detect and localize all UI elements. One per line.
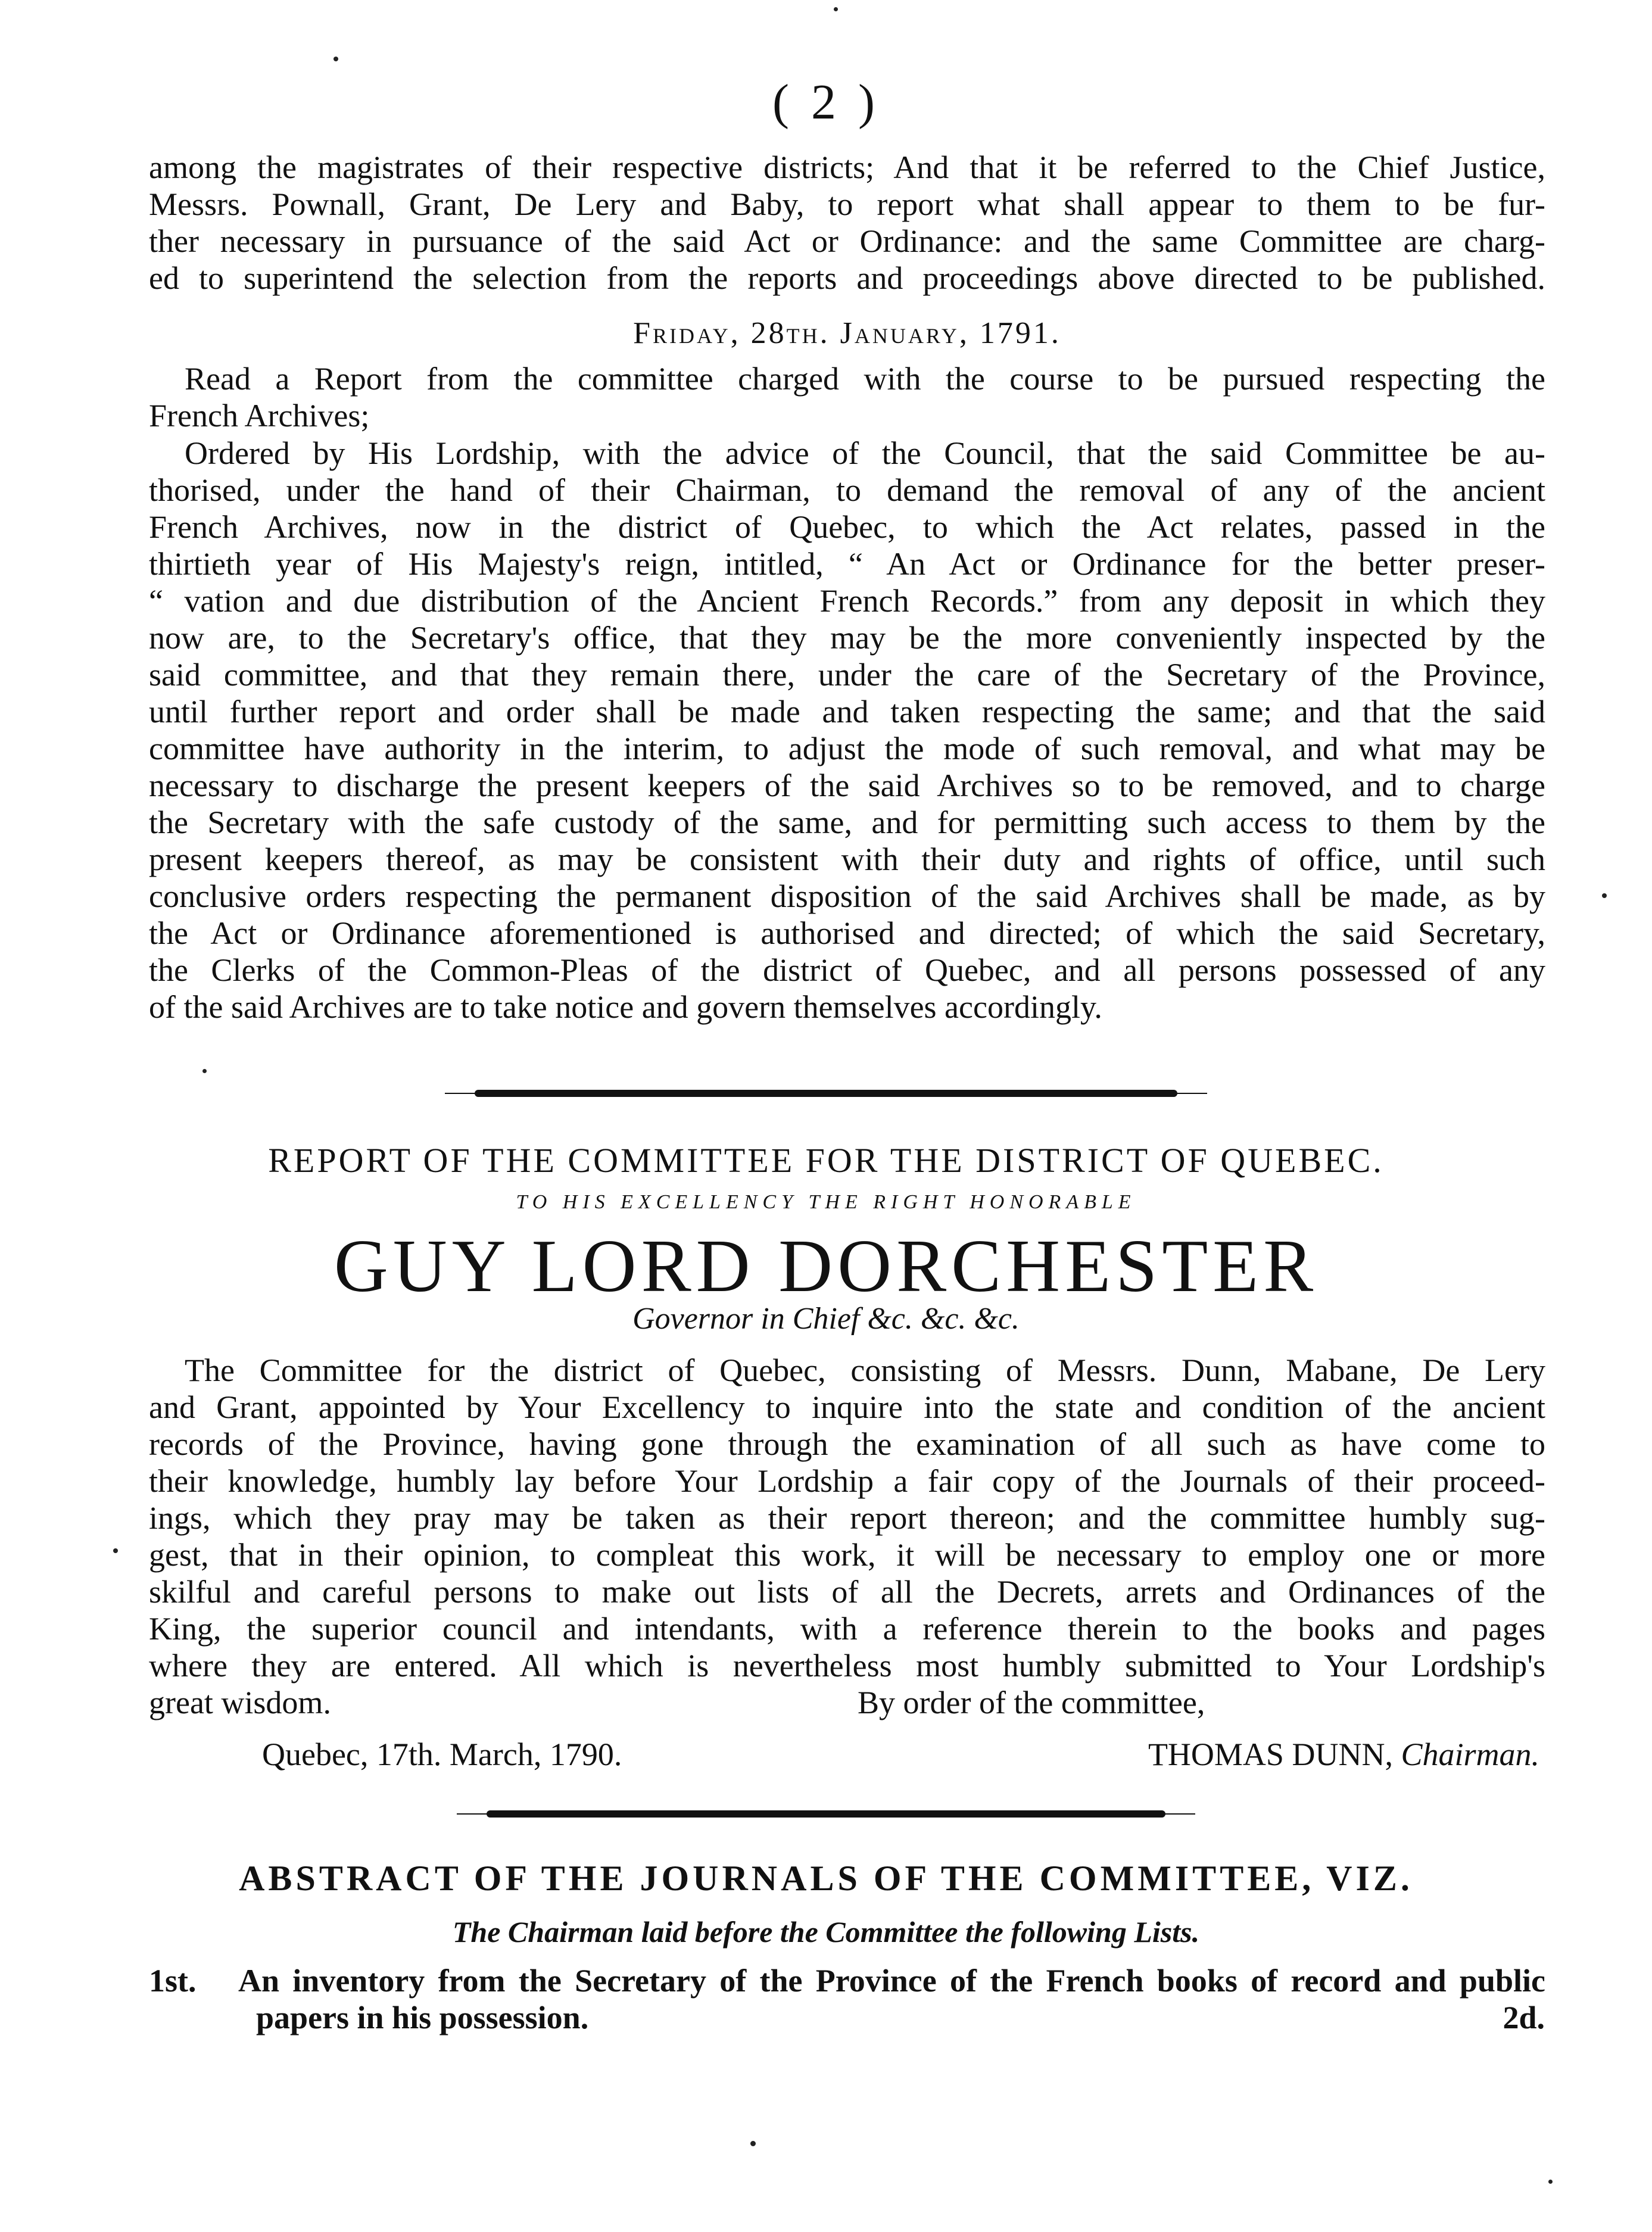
text-line: gest, that in their opinion, to compleat this work, it will be necessary to employ one or more <box>149 1537 1545 1573</box>
text-line: Messrs. Pownall, Grant, De Lery and Baby, to report what shall appear to them to be fur- <box>149 186 1545 222</box>
text-line: French Archives, now in the district of Quebec, to which the Act relates, passed in the <box>149 509 1545 545</box>
catchword: 2d. <box>1503 2000 1545 2035</box>
text-line: The Committee for the district of Quebec, consisting of Messrs. Dunn, Mabane, De Lery <box>185 1352 1545 1388</box>
page-number: ( 2 ) <box>772 74 880 130</box>
text-line: conclusive orders respecting the permanent disposition of the said Archives shall be made, as by <box>149 878 1545 914</box>
text-line: thirtieth year of His Majesty's reign, intitled, “ An Act or Ordinance for the better preser- <box>149 546 1545 582</box>
signature-name: THOMAS DUNN, <box>1148 1737 1393 1772</box>
text-line: French Archives; <box>149 398 370 434</box>
text-line: thorised, under the hand of their Chairman, to demand the removal of any of the ancient <box>149 472 1545 508</box>
text-line: until further report and order shall be made and taken respecting the same; and that the said <box>149 694 1545 730</box>
list-item-text <box>238 1962 1545 2036</box>
section-rule <box>487 1810 1165 1818</box>
date-heading-wrap <box>149 316 1545 351</box>
text-line: “ vation and due distribution of the Ancient French Records.” from any deposit in which they <box>149 583 1545 619</box>
scan-speck <box>750 2141 756 2146</box>
text-line: skilful and careful persons to make out lists of all the Decrets, arrets and Ordinances of the <box>149 1574 1545 1610</box>
text-line: where they are entered. All which is nevertheless most humbly submitted to Your Lordship's <box>149 1648 1545 1684</box>
addressee-line: TO HIS EXCELLENCY THE RIGHT HONORABLE <box>516 1191 1136 1213</box>
text-line: of the said Archives are to take notice and govern themselves accordingly. <box>149 989 1102 1025</box>
text-line: An inventory from the Secretary of the Province of the French books of record and public <box>238 1963 1545 1999</box>
text-line: Read a Report from the committee charged with the course to be pursued respecting the <box>185 361 1545 397</box>
text-line: said committee, and that they remain there, under the care of the Secretary of the Province, <box>149 657 1545 693</box>
signature-title: Chairman. <box>1401 1737 1539 1772</box>
governor-name: GUY LORD DORCHESTER <box>333 1225 1319 1308</box>
opening-paragraph <box>149 149 1545 297</box>
text-line: the Clerks of the Common-Pleas of the district of Quebec, and all persons possessed of any <box>149 952 1545 988</box>
text-line: King, the superior council and intendants, with a reference therein to the books and pages <box>149 1611 1545 1647</box>
committee-paragraph <box>149 1352 1545 1721</box>
signoff <box>149 1736 1545 1778</box>
order-paragraph <box>149 435 1545 1025</box>
scan-speck <box>113 1548 118 1553</box>
text-line: ther necessary in pursuance of the said Act or Ordinance: and the same Committee are charg- <box>149 223 1545 259</box>
section-rule <box>475 1090 1177 1097</box>
closing-right-text: By order of the committee, <box>858 1685 1205 1720</box>
text-line: present keepers thereof, as may be consistent with their duty and rights of office, until such <box>149 841 1545 877</box>
closing-line <box>149 1684 1545 1721</box>
list-item-number: 1st. <box>149 1963 197 1999</box>
text-line: committee have authority in the interim, to adjust the mode of such removal, and what may be <box>149 731 1545 766</box>
text-line: records of the Province, having gone through the examination of all such as have come to <box>149 1426 1545 1462</box>
text-line: the Secretary with the safe custody of the same, and for permitting such access to them by the <box>149 805 1545 840</box>
signature <box>1148 1736 1539 1773</box>
text-line: and Grant, appointed by Your Excellency to inquire into the state and condition of the ancient <box>149 1389 1545 1425</box>
text-line: necessary to discharge the present keepers of the said Archives so to be removed, and to charge <box>149 768 1545 803</box>
report-title: REPORT OF THE COMMITTEE FOR THE DISTRICT OF QUEBEC. <box>268 1141 1384 1180</box>
closing-left-text: great wisdom. <box>149 1685 331 1720</box>
scan-speck <box>834 7 838 11</box>
abstract-subtitle: The Chairman laid before the Committee the following Lists. <box>452 1915 1200 1949</box>
text-line: the Act or Ordinance aforementioned is authorised and directed; of which the said Secretary, <box>149 915 1545 951</box>
text-line: Ordered by His Lordship, with the advice of the Council, that the said Committee be au- <box>185 435 1545 471</box>
text-line: now are, to the Secretary's office, that they may be the more conveniently inspected by the <box>149 620 1545 656</box>
list-item <box>149 1962 1545 2046</box>
report-read-paragraph <box>149 360 1545 434</box>
scan-speck <box>1548 2180 1553 2184</box>
date-heading: Friday, 28th. January, 1791. <box>633 316 1061 350</box>
place-date: Quebec, 17th. March, 1790. <box>262 1737 622 1772</box>
governor-subtitle: Governor in Chief &c. &c. &c. <box>632 1302 1020 1336</box>
text-line: their knowledge, humbly lay before Your Lordship a fair copy of the Journals of their proceed- <box>149 1463 1545 1499</box>
abstract-title: ABSTRACT OF THE JOURNALS OF THE COMMITTEE, VIZ. <box>239 1859 1413 1898</box>
scan-speck <box>202 1069 207 1073</box>
text-line: among the magistrates of their respective districts; And that it be referred to the Chief Justice, <box>149 149 1545 185</box>
text-line: papers in his possession. <box>256 2000 589 2035</box>
text-line: ings, which they pray may be taken as their report thereon; and the committee humbly sug- <box>149 1500 1545 1536</box>
text-line: ed to superintend the selection from the reports and proceedings above directed to be published. <box>149 260 1545 296</box>
scan-speck <box>333 57 338 61</box>
scan-speck <box>1602 893 1607 898</box>
